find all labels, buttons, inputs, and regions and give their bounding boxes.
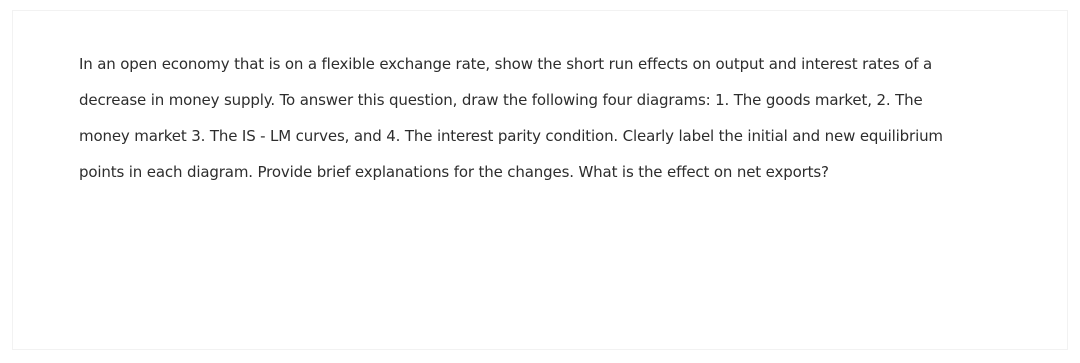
question-line: money market 3. The IS - LM curves, and 4. The interest parity condition. Clearly label the initial and new equilibrium — [79, 127, 943, 145]
question-card — [12, 10, 1068, 350]
question-line: points in each diagram. Provide brief explanations for the changes. What is the effect on net exports? — [79, 163, 829, 181]
question-text — [79, 46, 1019, 190]
question-line: In an open economy that is on a flexible exchange rate, show the short run effects on output and interest rates of a — [79, 55, 933, 73]
question-line: decrease in money supply. To answer this question, draw the following four diagrams: 1. The goods market, 2. The — [79, 91, 923, 109]
